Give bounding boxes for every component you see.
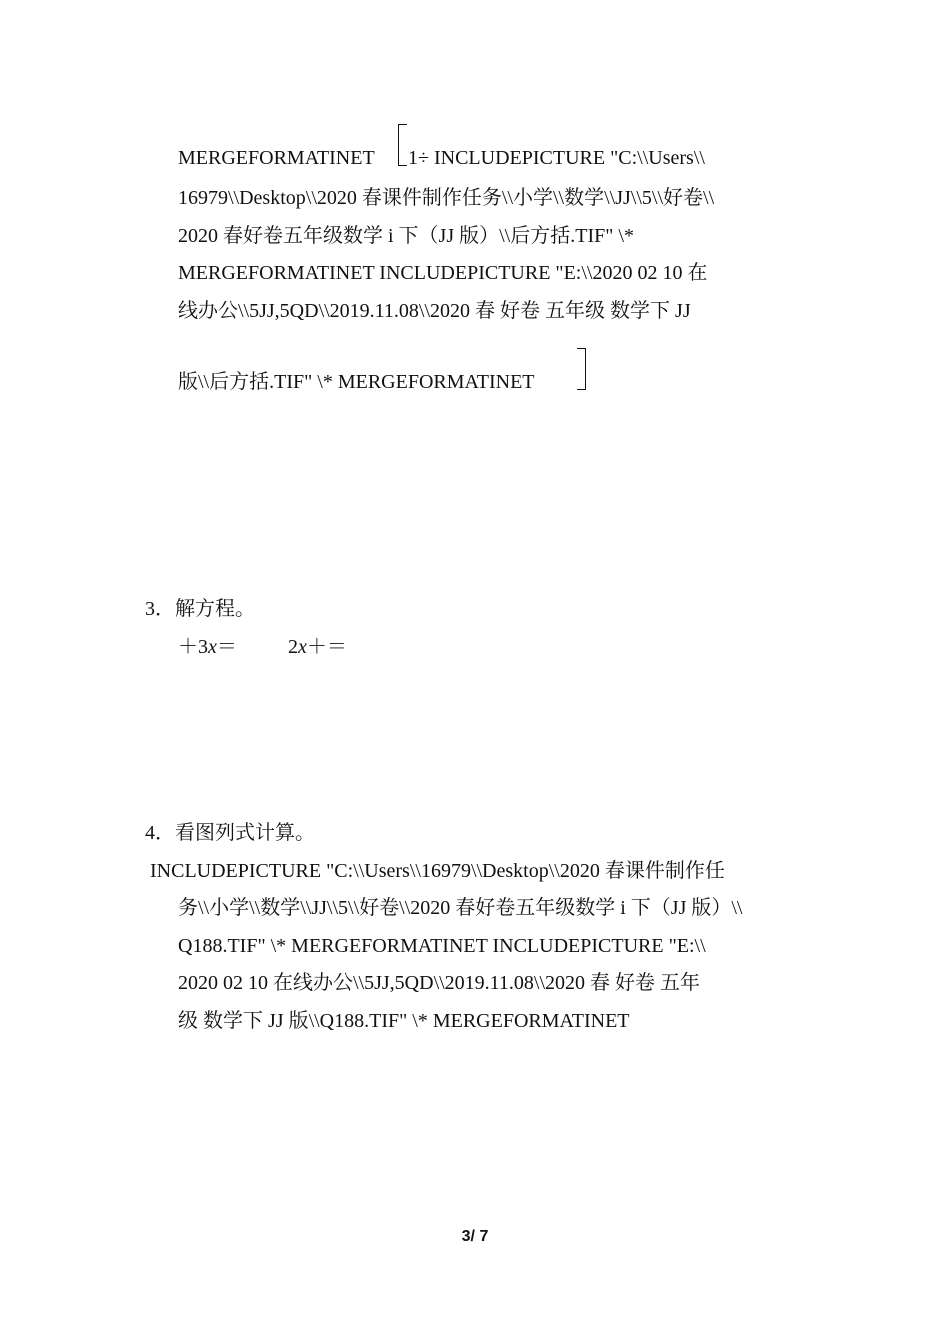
field-code-line: 2020 02 10 在线办公\\5JJ,5QD\\2019.11.08\\2020 春 好卷 五年 (178, 972, 701, 994)
field-code-line: 线办公\\5JJ,5QD\\2019.11.08\\2020 春 好卷 五年级 数学下 JJ (178, 300, 691, 322)
field-code-line: MERGEFORMATINET (178, 147, 375, 169)
left-bracket (398, 124, 407, 166)
field-code-line: 1÷ INCLUDEPICTURE "C:\\Users\\ (408, 147, 705, 169)
field-code-line: 级 数学下 JJ 版\\Q188.TIF" \* MERGEFORMATINET (178, 1010, 630, 1032)
question-4-title: 4．看图列式计算。 (145, 822, 315, 844)
page-number: 3/ 7 (461, 1228, 489, 1245)
equation-1: ＋3x＝ (178, 636, 237, 658)
field-code-line: INCLUDEPICTURE "C:\\Users\\16979\\Desktop\\2020 春课件制作任 (150, 860, 725, 882)
field-code-line: 版\\后方括.TIF" \* MERGEFORMATINET (178, 371, 535, 393)
field-code-line: 16979\\Desktop\\2020 春课件制作任务\\小学\\数学\\JJ\\5\\好卷\\ (178, 187, 715, 209)
question-3-title: 3．解方程。 (145, 598, 255, 620)
right-bracket (577, 348, 586, 390)
field-code-line: MERGEFORMATINET INCLUDEPICTURE "E:\\2020 02 10 在 (178, 262, 708, 284)
field-code-line: Q188.TIF" \* MERGEFORMATINET INCLUDEPICTURE "E:\\ (178, 935, 706, 957)
field-code-line: 2020 春好卷五年级数学 i 下（JJ 版）\\后方括.TIF" \* (178, 225, 634, 247)
equation-2: 2x＋＝ (288, 636, 347, 658)
field-code-line: 务\\小学\\数学\\JJ\\5\\好卷\\2020 春好卷五年级数学 i 下（JJ 版）\\ (178, 897, 743, 919)
